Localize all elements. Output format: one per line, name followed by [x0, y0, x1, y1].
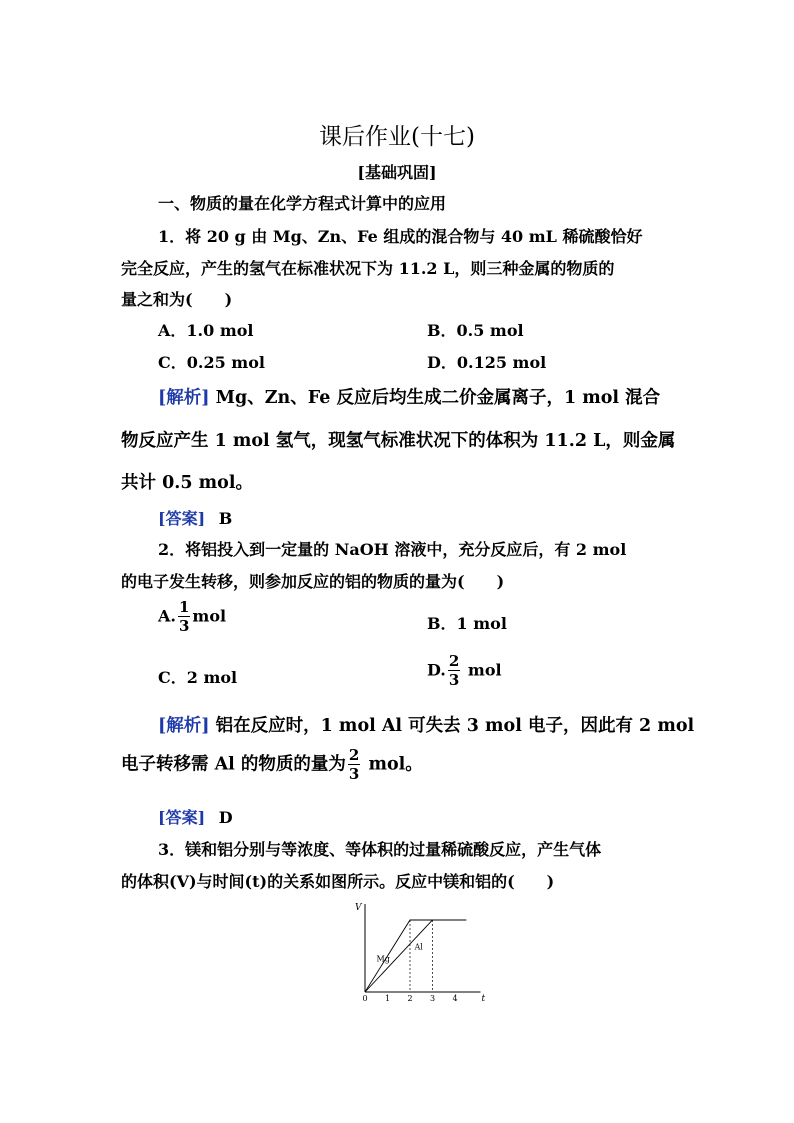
x-tick-label: 0 [362, 994, 368, 1003]
q1-stem-line-1: 1．将 20 g 由 Mg、Zn、Fe 组成的混合物与 40 mL 稀硫酸恰好 [158, 227, 643, 246]
x-tick-label: 1 [385, 994, 391, 1003]
q2-option-a-prefix: A. [158, 606, 176, 626]
fraction-numerator: 1 [178, 598, 190, 616]
x-tick-label: 3 [430, 994, 436, 1003]
q3-stem-line-2: 的体积(V)与时间(t)的关系如图所示。反应中镁和铝的( ) [121, 872, 555, 891]
q2-option-a-unit: mol [192, 606, 227, 626]
q1-analysis-line-3: 共计 0.5 mol。 [121, 473, 253, 493]
q1-analysis-tag: [解析] [158, 388, 210, 408]
q1-option-c: C．0.25 mol [158, 353, 265, 372]
q2-analysis-text-1: 铝在反应时，1 mol Al 可失去 3 mol 电子，因此有 2 mol [215, 716, 695, 736]
q1-option-a: A．1.0 mol [158, 321, 254, 340]
q1-option-d: D．0.125 mol [427, 353, 547, 372]
fraction-denominator: 3 [448, 671, 460, 689]
q2-option-d-unit: mol [462, 660, 502, 680]
q2-option-b: B．1 mol [427, 614, 507, 633]
q1-answer-tag: [答案] [158, 509, 206, 528]
page-subtitle: [基础巩固] [357, 163, 437, 182]
series-label-mg: Mg [376, 954, 390, 964]
q2-analysis-tag: [解析] [158, 716, 210, 736]
q2-analysis-line-1 [158, 712, 694, 737]
fraction-denominator: 3 [178, 617, 190, 635]
x-tick-label: 2 [407, 994, 413, 1003]
q2-option-a [158, 600, 226, 634]
q3-stem-line-1: 3．镁和铝分别与等浓度、等体积的过量稀硫酸反应，产生气体 [158, 840, 602, 859]
x-axis-label: t [481, 994, 486, 1004]
q2-stem-line-2: 的电子发生转移，则参加反应的铝的物质的量为( ) [121, 572, 505, 591]
section-heading: 一、物质的量在化学方程式计算中的应用 [158, 194, 447, 213]
q1-stem-line-3: 量之和为( ) [121, 290, 233, 309]
q1-analysis-line-2: 物反应产生 1 mol 氢气，现氢气标准状况下的体积为 11.2 L，则金属 [121, 431, 676, 451]
q1-answer: B [218, 509, 233, 528]
q1-option-b: B．0.5 mol [427, 321, 524, 340]
q2-option-d-prefix: D. [427, 660, 446, 680]
q2-option-d-fraction [448, 654, 460, 688]
page-title: 课后作业(十七) [319, 124, 475, 150]
volume-time-chart [348, 898, 486, 1004]
fraction-numerator: 2 [348, 746, 360, 764]
q2-analysis-text-2: 电子转移需 Al 的物质的量为 [121, 754, 346, 775]
q2-answer: D [218, 808, 233, 827]
q2-analysis-line-2 [121, 748, 423, 782]
q1-analysis-text-1: Mg、Zn、Fe 反应后均生成二价金属离子，1 mol 混合 [215, 388, 661, 408]
q2-answer-tag: [答案] [158, 808, 206, 827]
q1-answer-line [158, 506, 232, 529]
q2-answer-line [158, 805, 233, 828]
fraction-numerator: 2 [448, 652, 460, 670]
series-label-al: Al [414, 942, 423, 952]
q2-option-d [427, 654, 502, 688]
q2-stem-line-1: 2．将铝投入到一定量的 NaOH 溶液中，充分反应后，有 2 mol [158, 540, 627, 559]
q1-stem-line-2: 完全反应，产生的氢气在标准状况下为 11.2 L，则三种金属的物质的 [121, 259, 615, 278]
q1-analysis-line-1 [158, 384, 660, 409]
q2-analysis-text-3: mol。 [362, 754, 423, 775]
fraction-denominator: 3 [348, 765, 360, 783]
y-axis-label: V [355, 903, 362, 913]
q2-option-a-fraction [178, 600, 190, 634]
q2-analysis-fraction [348, 748, 360, 782]
q2-option-c: C．2 mol [158, 668, 238, 687]
x-tick-label: 4 [452, 994, 458, 1003]
